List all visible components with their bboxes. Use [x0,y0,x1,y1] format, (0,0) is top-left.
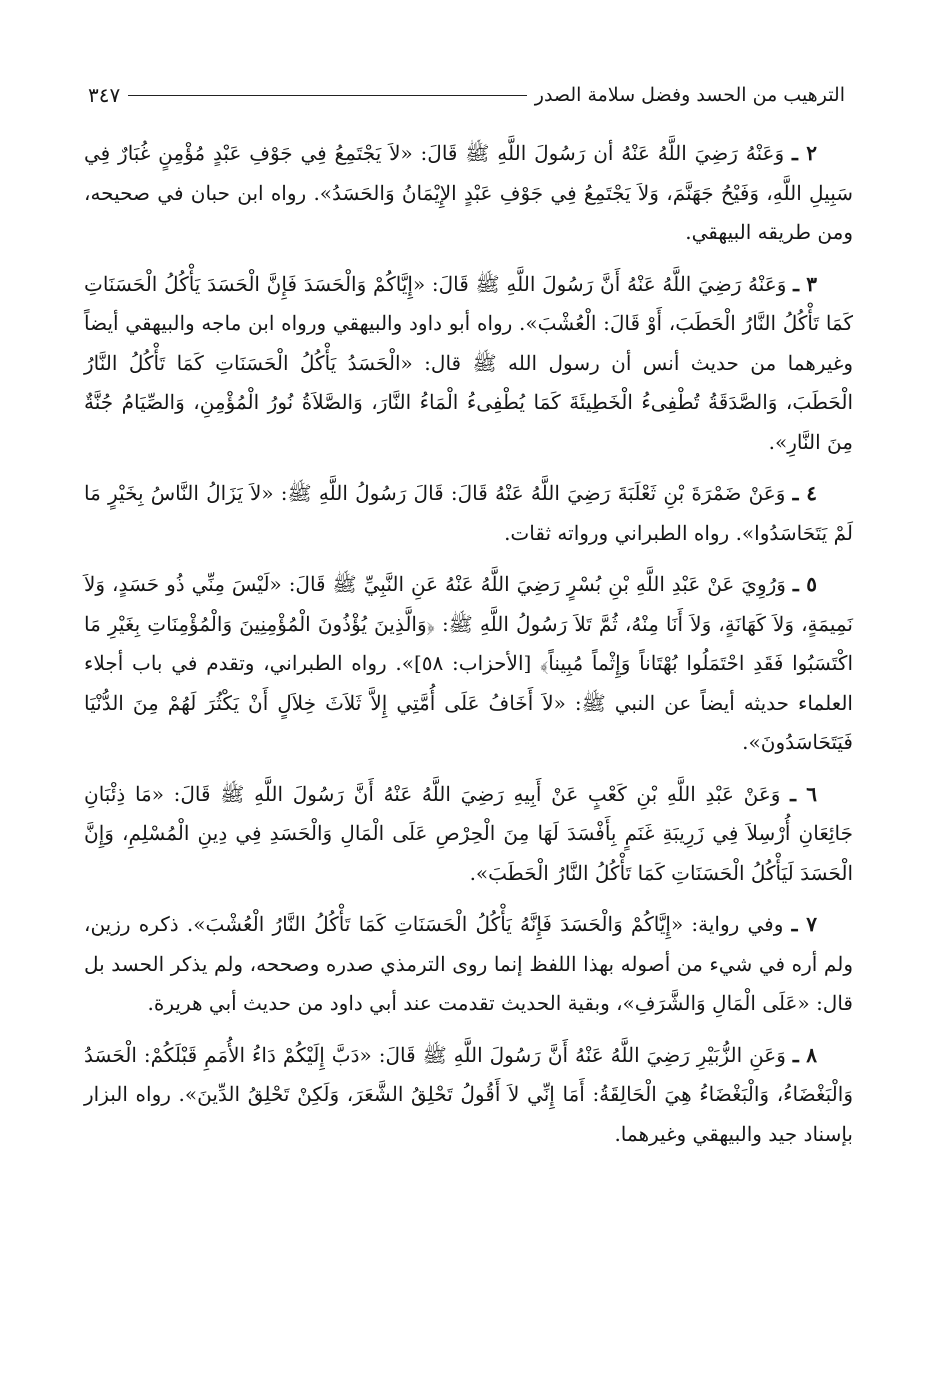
hadith-paragraph-5 [84,565,853,763]
paragraph-text: وَعَنْ عَبْدِ اللَّهِ بْنِ كَعْبٍ عَنْ أَبِيهِ رَضِيَ اللَّهُ عَنْهُ أَنَّ رَسُولَ اللَّهِ ﷺ قَالَ: «مَا ذِئْبَانِ جَائِعَانِ أُرْسِلاَ فِي زَرِيبَةِ غَنَمٍ بِأَفْسَدَ لَهَا مِنَ الْحِرْصِ عَلَى الْمَالِ وَالْحَسَدِ فِي دِينِ الْمُسْلِمِ، وَإِنَّ الْحَسَدَ لَيَأْكُلُ الْحَسَنَاتِ كَمَا تَأْكُلُ النَّارُ الْحَطَبَ». [84,781,853,885]
paragraph-text: وفي رواية: «إِيَّاكُمْ وَالْحَسَدَ فَإِنَّهُ يَأْكُلُ الْحَسَنَاتِ كَمَا تَأْكُلُ النَّارُ الْعُشْبَ». ذكره رزين، ولم أره في شيء من أصوله بهذا اللفظ إنما روى الترمذي صدره وصححه، ولم يذكر الحسد بل قال: «عَلَى الْمَالِ وَالشَّرَفِ»، وبقية الحديث تقدمت عند أبي داود من حديث أبي هريرة. [84,912,853,1015]
page-number: ٣٤٧ [88,83,121,107]
paragraph-number: ٣ ـ [793,271,817,296]
hadith-paragraph-3 [84,265,853,463]
hadith-paragraph-4 [84,474,853,553]
paragraph-text: وَرُوِيَ عَنْ عَبْدِ اللَّهِ بْنِ بُسْرٍ رَضِيَ اللَّهُ عَنْهُ عَنِ النَّبِيِّ ﷺ قَالَ: «لَيْسَ مِنِّي ذُو حَسَدٍ، وَلاَ نَمِيمَةٍ، وَلاَ كَهَانَةٍ، وَلاَ أَنَا مِنْهُ، ثُمَّ تَلاَ رَسُولُ اللَّهِ ﷺ: ﴿وَالَّذِينَ يُؤْذُونَ الْمُؤْمِنِينَ وَالْمُؤْمِنَاتِ بِغَيْرِ مَا اكْتَسَبُوا فَقَدِ احْتَمَلُوا بُهْتَاناً وَإِثْماً مُبِيناً﴾ [الأحزاب: ٥٨]». رواه الطبراني، وتقدم في باب أجلاء العلماء حديثه أيضاً عن النبي ﷺ: «لاَ أَخَافُ عَلَى أُمَّتِي إِلاَّ ثَلاَثَ خِلاَلٍ أَنْ يَكْثُرَ لَهُمْ مِنَ الدُّنْيَا فَيَتَحَاسَدُونَ». [84,572,853,754]
paragraph-number: ٧ ـ [791,912,818,936]
paragraph-text: وَعَنِ الزُّبَيْرِ رَضِيَ اللَّهُ عَنْهُ أَنَّ رَسُولَ اللَّهِ ﷺ قَالَ: «دَبَّ إِلَيْكُمْ دَاءُ الأُمَمِ قَبْلَكُمْ: الْحَسَدُ وَالْبَغْضَاءُ، وَالْبَغْضَاءُ هِيَ الْحَالِقَةُ: أَمَا إِنِّي لاَ أَقُولُ تَحْلِقُ الشَّعَرَ، وَلَكِنْ تَحْلِقُ الدِّينَ». رواه البزار بإسناد جيد والبيهقي وغيرهما. [84,1042,853,1146]
running-header [88,80,845,110]
paragraph-number: ٢ ـ [791,141,817,165]
page-body [84,134,853,1166]
hadith-paragraph-8 [84,1036,853,1155]
paragraph-text: وَعَنْ ضَمْرَةَ بْنِ ثَعْلَبَةَ رَضِيَ اللَّهُ عَنْهُ قَالَ: قَالَ رَسُولُ اللَّهِ ﷺ: «لاَ يَزَالُ النَّاسُ بِخَيْرٍ مَا لَمْ يَتَحَاسَدُوا». رواه الطبراني ورواته ثقات. [84,481,853,545]
paragraph-text: وَعَنْهُ رَضِيَ اللَّهُ عَنْهُ أن رَسُولَ اللَّهِ ﷺ قَالَ: «لاَ يَجْتَمِعُ فِي جَوْفِ عَبْدٍ مُؤْمِنٍ غُبَارٌ فِي سَبِيلِ اللَّهِ، وَفَيْحُ جَهَنَّمَ، وَلاَ يَجْتَمِعُ فِي جَوْفِ عَبْدٍ الإِيْمَانُ وَالحَسَدُ». رواه ابن حبان في صحيحه، ومن طريقه البيهقي. [84,141,853,244]
hadith-paragraph-2 [84,134,853,253]
paragraph-number: ٨ ـ [792,1042,817,1067]
running-title: الترهيب من الحسد وفضل سلامة الصدر [534,84,845,106]
hadith-paragraph-7 [84,905,853,1024]
paragraph-number: ٤ ـ [792,481,817,505]
paragraph-number: ٥ ـ [792,572,817,596]
header-rule [128,95,527,96]
paragraph-number: ٦ ـ [790,781,818,806]
paragraph-text: وَعَنْهُ رَضِيَ اللَّهُ عَنْهُ أَنَّ رَسُولَ اللَّهِ ﷺ قَالَ: «إِيَّاكُمْ وَالْحَسَدَ فَإِنَّ الْحَسَدَ يَأْكُلُ الْحَسَنَاتِ كَمَا تَأْكُلُ النَّارُ الْحَطَبَ، أَوْ قَالَ: الْعُشْبَ». رواه أبو داود والبيهقي ورواه ابن ماجه والبيهقي أيضاً وغيرهما من حديث أنس أن رسول الله ﷺ قال: «الْحَسَدُ يَأْكُلُ الْحَسَنَاتِ كَمَا تَأْكُلُ النَّارُ الْحَطَبَ، وَالصَّدَقَةُ تُطْفِىءُ الْخَطِيئَةَ كَمَا يُطْفِىءُ الْمَاءُ النَّارَ، وَالصَّلاَةُ نُورُ الْمُؤْمِنِ، وَالصِّيَامُ جُنَّةٌ مِنَ النَّارِ». [84,271,853,454]
hadith-paragraph-6 [84,775,853,894]
